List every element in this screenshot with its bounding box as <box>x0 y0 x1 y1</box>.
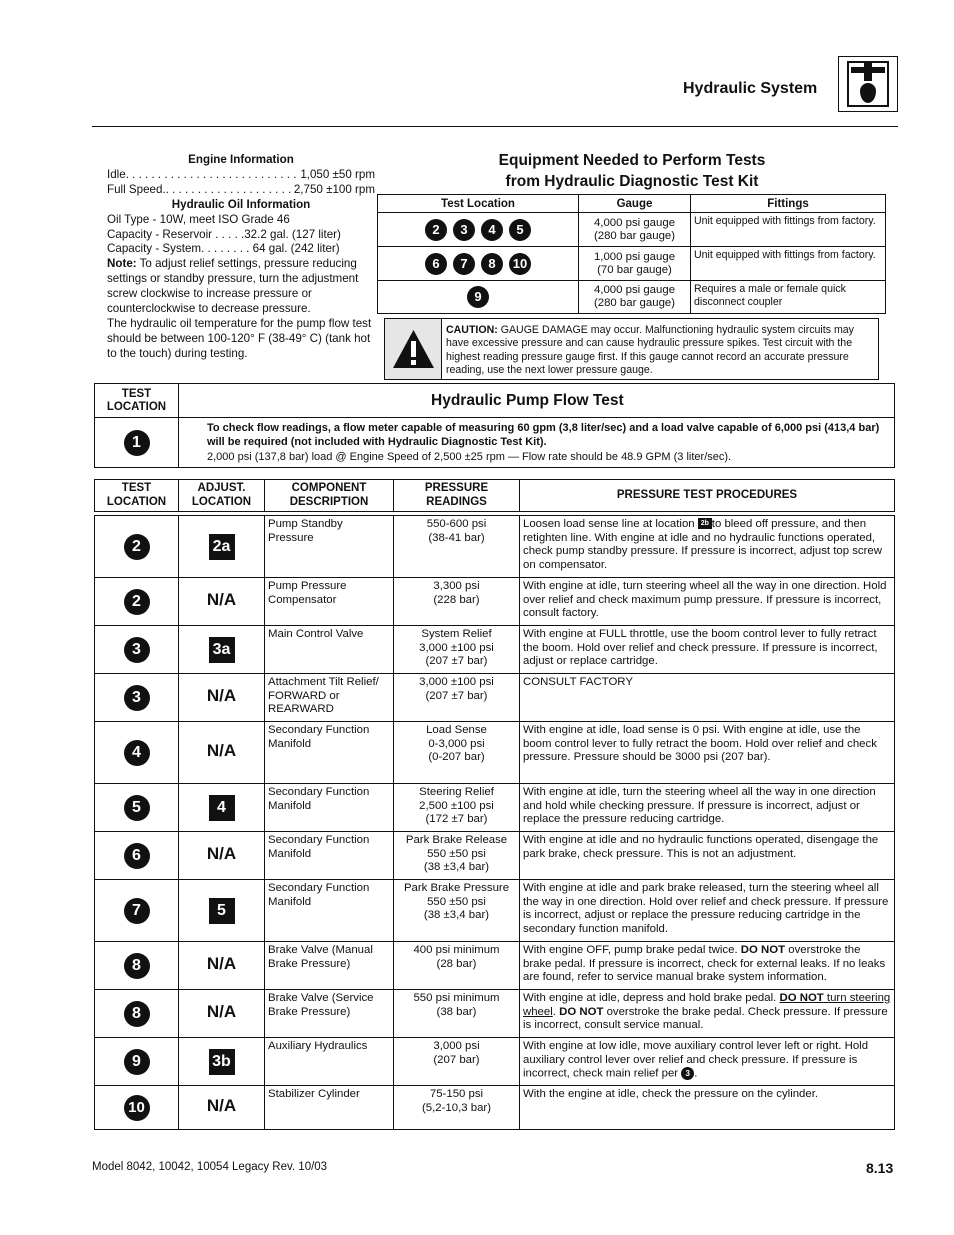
equipment-table <box>377 194 886 314</box>
table-row <box>95 784 895 832</box>
location-badge: 3 <box>124 685 150 711</box>
engine-info-heading: Engine Information <box>188 153 294 166</box>
table-row <box>95 942 895 990</box>
adjust-location <box>179 1038 265 1086</box>
test-procedure: With engine at FULL throttle, use the boom control lever to fully retract the boom. Hold over relief and check pressure. If pressure is incorrect, adjust or replace cartridge. <box>520 626 895 674</box>
adjust-location <box>179 1086 265 1130</box>
table-row <box>95 990 895 1038</box>
location-badge: 6 <box>124 843 150 869</box>
equipment-locations <box>378 247 579 281</box>
equipment-fittings: Unit equipped with fittings from factory. <box>691 213 886 247</box>
table-row <box>95 880 895 942</box>
engine-information <box>107 153 375 362</box>
adjust-note: Note: To adjust relief settings, pressure reducing settings or standby pressure, turn the adjustment screw clockwise to increase pressure or counterclockwise to decrease pressure. <box>107 257 359 316</box>
test-procedure: With engine at idle, turn the steering wheel all the way in one direction and hold while checking pressure. If pressure is incorrect, adjust or replace the pressure reducing cartridge. <box>520 784 895 832</box>
test-location <box>95 942 179 990</box>
component-description: Main Control Valve <box>265 626 394 674</box>
adjust-badge: 3b <box>209 1049 235 1075</box>
adjust-location <box>179 578 265 626</box>
full-speed-value: 2,750 ±100 rpm <box>293 182 375 196</box>
test-location <box>95 722 179 784</box>
location-badge: 2 <box>124 534 150 560</box>
location-badge: 6 <box>425 253 447 275</box>
component-description: Pump Pressure Compensator <box>265 578 394 626</box>
table-row <box>95 578 895 626</box>
reference-badge: 2b <box>698 518 712 529</box>
equipment-fittings: Unit equipped with fittings from factory. <box>691 247 886 281</box>
table-row <box>95 674 895 722</box>
header-divider <box>92 126 898 127</box>
test-procedure: With engine at idle, depress and hold brake pedal. DO NOT turn steering wheel. DO NOT overstroke the brake pedal. Check pressure. If pressure is incorrect, consult service manual. <box>520 990 895 1038</box>
adjust-badge: 3a <box>209 637 235 663</box>
adjust-location <box>179 626 265 674</box>
col-test-location: Test Location <box>378 195 579 213</box>
col-fittings: Fittings <box>691 195 886 213</box>
location-badge: 7 <box>124 898 150 924</box>
pressure-reading: Load Sense 0-3,000 psi (0-207 bar) <box>394 722 520 784</box>
flow-test-location: 1 <box>95 418 179 468</box>
oil-info-heading: Hydraulic Oil Information <box>171 197 311 211</box>
full-speed-row <box>107 183 375 198</box>
pump-flow-test-table <box>94 383 895 468</box>
test-location <box>95 674 179 722</box>
test-location <box>95 516 179 578</box>
component-description: Brake Valve (Manual Brake Pressure) <box>265 942 394 990</box>
adjust-badge: 5 <box>209 898 235 924</box>
adjust-location <box>179 674 265 722</box>
component-description: Stabilizer Cylinder <box>265 1086 394 1130</box>
location-badge: 8 <box>481 253 503 275</box>
test-procedure: With engine at low idle, move auxiliary control lever left or right. Hold auxiliary control lever over relief and check pressure. If pressure is incorrect, check main relief per 3 . <box>520 1038 895 1086</box>
pressure-reading: Park Brake Release 550 ±50 psi (38 ±3,4 bar) <box>394 832 520 880</box>
col-adjust-location: ADJUST. LOCATION <box>179 480 265 512</box>
pressure-reading: Park Brake Pressure 550 ±50 psi (38 ±3,4 bar) <box>394 880 520 942</box>
test-procedure: Loosen load sense line at location 2b to bleed off pressure, and then retighten line. With engine at idle and no hydraulic functions operated, check pump standby pressure. If pressure is incorrect, adjust top screw on compensator. <box>520 516 895 578</box>
location-badge: 10 <box>124 1095 150 1121</box>
oil-temperature-note: The hydraulic oil temperature for the pump flow test should be between 100-120° F (38-49° C) (tank hot to the touch) during testing. <box>107 316 372 360</box>
test-procedure: With engine at idle and park brake released, turn the steering wheel all the way in one direction. Hold over relief and check pressure. If pressure is incorrect, adjust or replace the pressure reducing cartridge in the secondary function manifold. <box>520 880 895 942</box>
test-location <box>95 626 179 674</box>
capacity-system: Capacity - System. . . . . . . . 64 gal. (242 liter) <box>107 242 340 256</box>
pressure-reading: 550 psi minimum (38 bar) <box>394 990 520 1038</box>
adjust-location <box>179 942 265 990</box>
warning-icon <box>385 319 442 379</box>
idle-value: 1,050 ±50 rpm <box>300 167 375 181</box>
component-description: Pump Standby Pressure <box>265 516 394 578</box>
equipment-gauge: 1,000 psi gauge (70 bar gauge) <box>579 247 691 281</box>
equipment-row <box>378 247 886 281</box>
pressure-test-table <box>94 479 895 1130</box>
adjust-location <box>179 722 265 784</box>
pressure-reading: System Relief 3,000 ±100 psi (207 ±7 bar) <box>394 626 520 674</box>
test-location <box>95 578 179 626</box>
component-description: Brake Valve (Service Brake Pressure) <box>265 990 394 1038</box>
flow-test-description: To check flow readings, a flow meter capable of measuring 60 gpm (3,8 liter/sec) and a load valve capable of 6,000 psi (413,4 bar) will be required (not included with Hydraulic Diagnostic Test Kit). 2,000 psi (137,8 bar) load @ Engine Speed of 2,500 ±25 rpm — Flow rate should be 48.9 GPM (3 liter/sec). <box>179 418 895 468</box>
component-description: Auxiliary Hydraulics <box>265 1038 394 1086</box>
caution-box <box>384 318 879 380</box>
col-test-procedures: PRESSURE TEST PROCEDURES <box>520 480 895 512</box>
idle-row <box>107 168 375 183</box>
pressure-reading: 3,000 ±100 psi (207 ±7 bar) <box>394 674 520 722</box>
adjust-location <box>179 784 265 832</box>
component-description: Secondary Function Manifold <box>265 784 394 832</box>
full-speed-label: Full Speed. <box>107 182 166 196</box>
component-description: Secondary Function Manifold <box>265 722 394 784</box>
test-location <box>95 1086 179 1130</box>
pressure-reading: 550-600 psi (38-41 bar) <box>394 516 520 578</box>
location-badge: 2 <box>425 219 447 241</box>
page-number: 8.13 <box>866 1160 894 1176</box>
location-badge: 7 <box>453 253 475 275</box>
adjust-badge: 2a <box>209 534 235 560</box>
reference-badge: 3 <box>681 1067 694 1080</box>
test-location <box>95 1038 179 1086</box>
adjust-location <box>179 880 265 942</box>
test-procedure: With engine OFF, pump brake pedal twice. DO NOT overstroke the brake pedal. If pressure is incorrect, check for external leaks. If no leaks are found, refer to service manual brake system information. <box>520 942 895 990</box>
test-location <box>95 832 179 880</box>
capacity-reservoir: Capacity - Reservoir . . . . .32.2 gal. (127 liter) <box>107 227 341 241</box>
test-procedure: With engine at idle and no hydraulic functions operated, disengage the park brake, check pressure. This is not an adjustment. <box>520 832 895 880</box>
test-procedure: With engine at idle, load sense is 0 psi. With engine at idle, use the boom control lever to fully retract the boom. Hold over relief and check pressure. Pressure should be 3000 psi (207 bar). <box>520 722 895 784</box>
table-row <box>95 626 895 674</box>
component-description: Attachment Tilt Relief/ FORWARD or REARWARD <box>265 674 394 722</box>
flow-loc-header: TEST LOCATION <box>95 384 179 418</box>
equipment-row <box>378 281 886 314</box>
equipment-locations <box>378 281 579 314</box>
pressure-reading: Steering Relief 2,500 ±100 psi (172 ±7 bar) <box>394 784 520 832</box>
test-procedure: CONSULT FACTORY <box>520 674 895 722</box>
equipment-title: Equipment Needed to Perform Tests from Hydraulic Diagnostic Test Kit <box>498 152 766 190</box>
equipment-row <box>378 213 886 247</box>
location-badge: 9 <box>467 286 489 308</box>
oil-type: Oil Type - 10W, meet ISO Grade 46 <box>107 212 290 226</box>
location-badge: 9 <box>124 1049 150 1075</box>
location-badge: 10 <box>509 253 531 275</box>
adjust-na: N/A <box>206 1096 237 1116</box>
component-description: Secondary Function Manifold <box>265 880 394 942</box>
equipment-gauge: 4,000 psi gauge (280 bar gauge) <box>579 281 691 314</box>
equipment-locations <box>378 213 579 247</box>
col-test-location: TEST LOCATION <box>95 480 179 512</box>
location-badge: 2 <box>124 589 150 615</box>
adjust-na: N/A <box>206 590 237 610</box>
table-row <box>95 1086 895 1130</box>
location-badge: 3 <box>453 219 475 241</box>
pressure-reading: 400 psi minimum (28 bar) <box>394 942 520 990</box>
test-location <box>95 880 179 942</box>
pressure-reading: 3,300 psi (228 bar) <box>394 578 520 626</box>
table-row <box>95 516 895 578</box>
adjust-na: N/A <box>206 954 237 974</box>
table-row <box>95 1038 895 1086</box>
table-row <box>95 832 895 880</box>
pressure-reading: 75-150 psi (5,2-10,3 bar) <box>394 1086 520 1130</box>
col-gauge: Gauge <box>579 195 691 213</box>
adjust-na: N/A <box>206 741 237 761</box>
location-badge: 5 <box>124 795 150 821</box>
equipment-gauge: 4,000 psi gauge (280 bar gauge) <box>579 213 691 247</box>
test-location <box>95 784 179 832</box>
table-row <box>95 722 895 784</box>
section-title: Hydraulic System <box>683 80 818 97</box>
location-badge: 3 <box>124 637 150 663</box>
flow-test-title: Hydraulic Pump Flow Test <box>179 384 895 418</box>
adjust-location <box>179 832 265 880</box>
location-badge: 8 <box>124 953 150 979</box>
col-component-description: COMPONENT DESCRIPTION <box>265 480 394 512</box>
adjust-badge: 4 <box>209 795 235 821</box>
test-procedure: With the engine at idle, check the pressure on the cylinder. <box>520 1086 895 1130</box>
hydraulic-system-icon <box>838 56 898 112</box>
adjust-location <box>179 516 265 578</box>
test-location <box>95 990 179 1038</box>
footer-model: Model 8042, 10042, 10054 Legacy Rev. 10/03 <box>92 1161 328 1173</box>
adjust-na: N/A <box>206 1002 237 1022</box>
caution-text: CAUTION: GAUGE DAMAGE may occur. Malfunctioning hydraulic system circuits may have excessive pressure and can cause hydraulic pressure spikes. Test circuit with the highest reading pressure gauge first. If this gauge cannot record an accurate pressure reading, use the next lower pressure gauge. <box>446 324 854 377</box>
idle-label: Idle <box>107 167 126 181</box>
component-description: Secondary Function Manifold <box>265 832 394 880</box>
adjust-na: N/A <box>206 844 237 864</box>
test-procedure: With engine at idle, turn steering wheel all the way in one direction. Hold over relief and check maximum pump pressure. If pressure is incorrect, consult factory. <box>520 578 895 626</box>
location-badge: 4 <box>124 740 150 766</box>
equipment-fittings: Requires a male or female quick disconnect coupler <box>691 281 886 314</box>
location-badge: 5 <box>509 219 531 241</box>
location-badge: 8 <box>124 1001 150 1027</box>
adjust-location <box>179 990 265 1038</box>
location-badge: 4 <box>481 219 503 241</box>
adjust-na: N/A <box>206 686 237 706</box>
pressure-reading: 3,000 psi (207 bar) <box>394 1038 520 1086</box>
col-pressure-readings: PRESSURE READINGS <box>394 480 520 512</box>
